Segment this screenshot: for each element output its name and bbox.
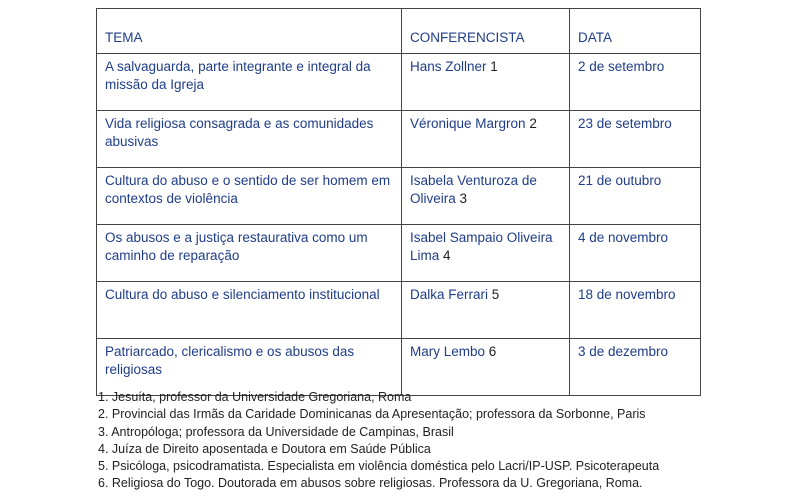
table-row	[97, 54, 701, 111]
speaker-name: Isabel Sampaio Oliveira Lima	[410, 230, 553, 263]
header-data: DATA	[570, 9, 701, 54]
footnote: 4. Juíza de Direito aposentada e Doutora em Saúde Pública	[98, 441, 431, 456]
footnote: 5. Psicóloga, psicodramatista. Especialista em violência doméstica pelo Lacri/IP-USP. Psicoterapeuta	[98, 459, 660, 474]
row-data: 21 de outubro	[570, 168, 701, 225]
footnote: 1. Jesuíta, professor da Universidade Gregoriana, Roma	[98, 390, 412, 404]
footnote: 6. Religiosa do Togo. Doutorada em abusos sobre religiosas. Professora da U. Gregoriana, Roma.	[98, 476, 643, 491]
table-row	[97, 225, 701, 282]
header-conferencista: CONFERENCISTA	[402, 9, 570, 54]
row-conferencista	[402, 225, 570, 282]
row-data: 2 de setembro	[570, 54, 701, 111]
footnote-ref: 1	[490, 59, 498, 74]
row-tema: Vida religiosa consagrada e as comunidades abusivas	[97, 111, 402, 168]
footnotes	[98, 389, 718, 493]
table-row	[97, 339, 701, 396]
footnote-ref: 6	[488, 344, 497, 359]
footnote-ref: 5	[491, 287, 500, 302]
row-tema: Patriarcado, clericalismo e os abusos das religiosas	[97, 339, 402, 396]
speaker-name: Hans Zollner	[410, 59, 487, 74]
table-row	[97, 282, 701, 339]
speaker-name: Isabela Venturoza de Oliveira	[410, 173, 537, 206]
row-tema: Cultura do abuso e silenciamento institucional	[97, 282, 402, 339]
row-data: 4 de novembro	[570, 225, 701, 282]
speaker-name: Mary Lembo	[410, 344, 486, 359]
footnote-ref: 4	[443, 248, 451, 263]
table-row	[97, 168, 701, 225]
row-conferencista	[402, 339, 570, 396]
speaker-name: Dalka Ferrari	[410, 287, 489, 302]
header-tema: TEMA	[97, 9, 402, 54]
row-conferencista	[402, 54, 570, 111]
table-header-row	[97, 9, 701, 54]
row-data: 18 de novembro	[570, 282, 701, 339]
row-conferencista	[402, 282, 570, 339]
row-conferencista	[402, 111, 570, 168]
row-tema: A salvaguarda, parte integrante e integral da missão da Igreja	[97, 54, 402, 111]
footnote-ref: 2	[529, 116, 537, 131]
footnote: 2. Provincial das Irmãs da Caridade Dominicanas da Apresentação; professora da Sorbonne, Paris	[98, 407, 646, 422]
speaker-name: Véronique Margron	[410, 116, 526, 131]
table-row	[97, 111, 701, 168]
row-tema: Cultura do abuso e o sentido de ser homem em contextos de violência	[97, 168, 402, 225]
row-data: 23 de setembro	[570, 111, 701, 168]
row-tema: Os abusos e a justiça restaurativa como um caminho de reparação	[97, 225, 402, 282]
row-data: 3 de dezembro	[570, 339, 701, 396]
footnote-ref: 3	[459, 191, 468, 206]
conference-schedule-table	[96, 8, 701, 396]
row-conferencista	[402, 168, 570, 225]
footnote: 3. Antropóloga; professora da Universidade de Campinas, Brasil	[98, 424, 454, 439]
